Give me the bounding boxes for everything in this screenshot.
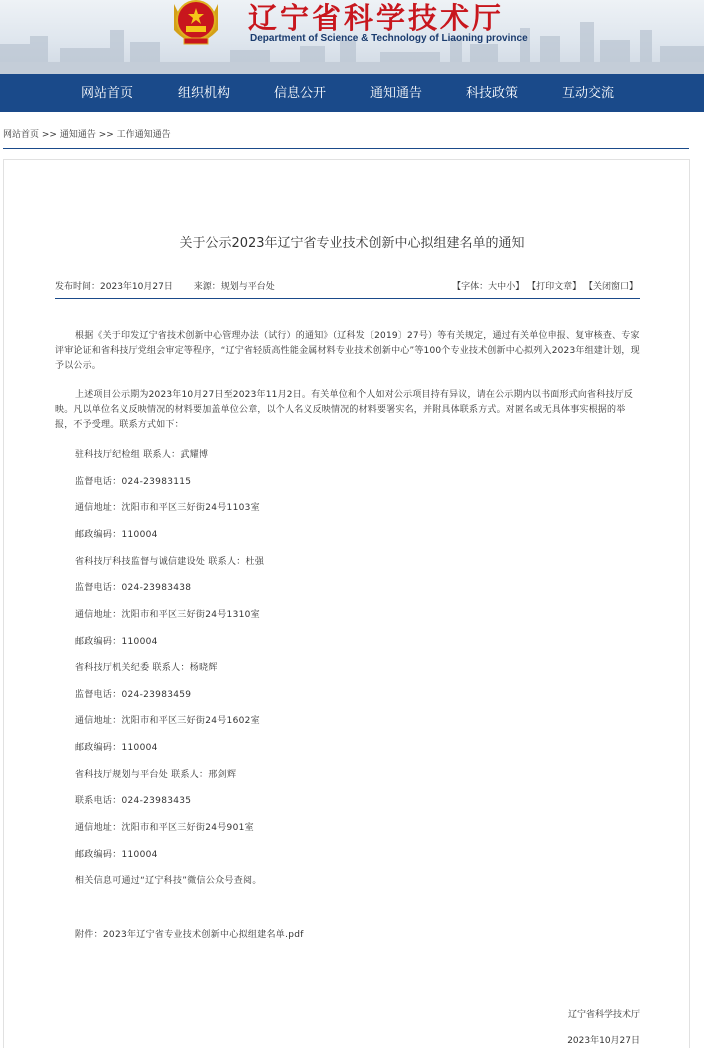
signature-org: 辽宁省科学技术厅 <box>567 1010 640 1020</box>
font-size-large-link[interactable]: 大 <box>488 282 498 292</box>
national-emblem-icon <box>170 0 222 48</box>
contact-line: 邮政编码：110004 <box>75 637 158 647</box>
print-article-link[interactable]: 【打印文章】 <box>527 282 582 292</box>
attachment-link[interactable]: 2023年辽宁省专业技术创新中心拟组建名单.pdf <box>102 930 304 940</box>
nav-item-interaction[interactable]: 互动交流 <box>562 85 615 100</box>
site-subtitle: Department of Science & Technology of Liaoning province <box>250 33 528 44</box>
breadcrumb-separator: >> <box>95 130 117 140</box>
nav-item-tech-policy[interactable]: 科技政策 <box>466 85 519 100</box>
source-value: 规划与平台处 <box>220 282 275 292</box>
breadcrumb <box>3 127 171 140</box>
contact-line: 通信地址：沈阳市和平区三好街24号1310室 <box>75 610 260 620</box>
nav-item-organization[interactable]: 组织机构 <box>178 85 231 100</box>
font-size-label: 【字体： <box>452 282 489 292</box>
article-tools <box>452 279 638 292</box>
contact-line: 监督电话：024-23983115 <box>75 477 192 487</box>
contact-line: 邮政编码：110004 <box>75 530 158 540</box>
article-paragraph-1: 根据《关于印发辽宁省技术创新中心管理办法（试行）的通知》（辽科发〔2019〕27号）等有关规定，通过有关单位申报、复审核查、专家评审论证和省科技厅党组会审定等程序，“辽宁省轻质高性能金属材料专业技术创新中心”等100个专业技术创新中心拟列入2023年组建计划，现予以公示。 <box>55 331 640 371</box>
breadcrumb-current-link[interactable]: 工作通知通告 <box>116 130 171 140</box>
nav-item-notices[interactable]: 通知通告 <box>370 85 423 100</box>
contact-line: 通信地址：沈阳市和平区三好街24号901室 <box>75 823 254 833</box>
contact-line: 通信地址：沈阳市和平区三好街24号1103室 <box>75 503 260 513</box>
contact-line: 驻科技厅纪检组 联系人：武耀博 <box>75 450 209 460</box>
article-meta <box>55 279 293 292</box>
contact-line: 监督电话：024-23983459 <box>75 690 192 700</box>
contact-line: 邮政编码：110004 <box>75 743 158 753</box>
contact-line: 邮政编码：110004 <box>75 850 158 860</box>
article-title: 关于公示2023年辽宁省专业技术创新中心拟组建名单的通知 <box>179 236 525 251</box>
contact-line: 通信地址：沈阳市和平区三好街24号1602室 <box>75 716 260 726</box>
contact-line: 相关信息可通过“辽宁科技”微信公众号查阅。 <box>75 876 262 886</box>
font-size-medium-link[interactable]: 中 <box>497 282 507 292</box>
attachment <box>75 927 304 940</box>
article-card <box>3 159 690 1048</box>
source-label: 来源： <box>193 282 221 292</box>
publish-time <box>55 282 173 292</box>
contact-line: 联系电话：024-23983435 <box>75 796 192 806</box>
main-nav <box>0 74 704 112</box>
contact-line: 省科技厅科技监督与诚信建设处 联系人：杜强 <box>75 557 265 567</box>
font-size-small-link[interactable]: 小 <box>506 282 516 292</box>
breadcrumb-section-link[interactable]: 通知通告 <box>59 130 96 140</box>
signature-date: 2023年10月27日 <box>567 1036 640 1046</box>
breadcrumb-separator: >> <box>39 130 60 140</box>
article-paragraph-2: 上述项目公示期为2023年10月27日至2023年11月2日。有关单位和个人如对公示项目持有异议，请在公示期内以书面形式向省科技厅反映。凡以单位名义反映情况的材料要加盖单位公章，以个人名义反映情况的材料要署实名，并附具体联系方式。对匿名或无具体事实根据的举报，不予受理。联系方式如下： <box>55 390 634 430</box>
header-banner <box>0 0 704 74</box>
nav-item-home[interactable]: 网站首页 <box>81 85 134 100</box>
contact-line: 省科技厅规划与平台处 联系人：邢剑辉 <box>75 770 237 780</box>
contact-line: 监督电话：024-23983438 <box>75 583 192 593</box>
publish-label: 发布时间： <box>55 282 101 292</box>
article-source <box>194 282 275 292</box>
publish-date: 2023年10月27日 <box>100 282 173 292</box>
attachment-label: 附件： <box>75 930 103 940</box>
close-window-link[interactable]: 【关闭窗口】 <box>583 282 638 292</box>
breadcrumb-divider <box>3 148 689 149</box>
font-size-close: 】 <box>515 282 525 292</box>
breadcrumb-home-link[interactable]: 网站首页 <box>3 130 40 140</box>
site-title: 辽宁省科学技术厅 <box>248 1 505 35</box>
nav-item-info-disclosure[interactable]: 信息公开 <box>274 85 327 100</box>
meta-divider <box>55 298 640 299</box>
contact-line: 省科技厅机关纪委 联系人：杨晓辉 <box>75 663 218 673</box>
